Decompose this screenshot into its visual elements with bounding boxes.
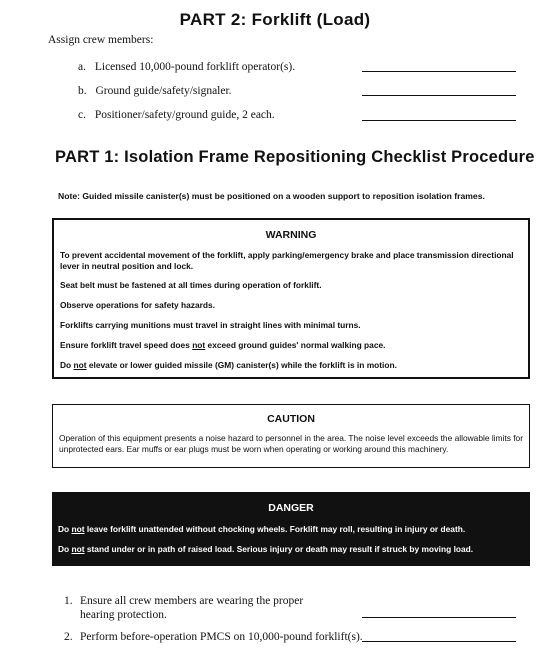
- item-letter: c.: [78, 109, 86, 121]
- caution-body: Operation of this equipment presents a noise hazard to personnel in the area. The noise level exceeds the allowable limits for unprotected ears. Ear muffs or ear plugs must be worn when operating or working around this machinery.: [59, 433, 523, 454]
- text-part: Do: [60, 360, 74, 370]
- text-part: Ensure forklift travel speed does: [60, 340, 193, 350]
- emphasis-not: not: [71, 524, 85, 534]
- caution-heading: CAUTION: [267, 413, 315, 425]
- warning-line-6: [60, 360, 522, 371]
- signature-line-step-1: [362, 617, 516, 618]
- danger-line-2: [58, 544, 524, 555]
- caution-box: [52, 404, 530, 468]
- warning-box: [52, 218, 530, 379]
- warning-line-4: Forklifts carrying munitions must travel in straight lines with minimal turns.: [60, 320, 361, 330]
- warning-line-1: To prevent accidental movement of the forklift, apply parking/emergency brake and place transmission directional lever in neutral position and lock.: [60, 250, 514, 271]
- signature-line-b: [362, 95, 516, 96]
- emphasis-not: not: [192, 340, 206, 350]
- text-part: Do: [58, 524, 72, 534]
- warning-line-3: Observe operations for safety hazards.: [60, 300, 215, 310]
- step-1-text: Ensure all crew members are wearing the proper hearing protection.: [80, 595, 304, 621]
- emphasis-not: not: [71, 544, 85, 554]
- danger-line-1: [58, 524, 524, 535]
- step-2-text: Perform before-operation PMCS on 10,000-pound forklift(s).: [80, 631, 363, 643]
- step-1-number: 1.: [64, 595, 73, 607]
- crew-item-a: [78, 61, 295, 73]
- text-part: leave forklift unattended without chocking wheels. Forklift may roll, resulting in injury or death.: [84, 524, 466, 534]
- danger-heading: DANGER: [268, 502, 314, 514]
- note-text: Note: Guided missile canister(s) must be positioned on a wooden support to reposition isolation frames.: [58, 191, 485, 201]
- step-2-number: 2.: [64, 631, 73, 643]
- part1-title: PART 1: Isolation Frame Repositioning Checklist Procedure: [55, 148, 535, 166]
- item-text: Positioner/safety/ground guide, 2 each.: [94, 109, 275, 121]
- warning-heading: WARNING: [265, 229, 317, 241]
- crew-item-c: [78, 109, 275, 121]
- warning-line-2: Seat belt must be fastened at all times during operation of forklift.: [60, 280, 322, 290]
- item-letter: b.: [78, 85, 87, 97]
- crew-item-b: [78, 85, 232, 97]
- text-part: elevate or lower guided missile (GM) canister(s) while the forklift is in motion.: [86, 360, 397, 370]
- part2-title: PART 2: Forklift (Load): [179, 10, 371, 29]
- emphasis-not: not: [73, 360, 87, 370]
- signature-line-a: [362, 71, 516, 72]
- text-part: stand under or in path of raised load. Serious injury or death may result if struck by moving load.: [84, 544, 474, 554]
- warning-line-5: [60, 340, 522, 351]
- text-part: Do: [58, 544, 72, 554]
- signature-line-c: [362, 120, 516, 121]
- item-text: Licensed 10,000-pound forklift operator(s).: [94, 61, 296, 73]
- text-part: exceed ground guides' normal walking pace.: [205, 340, 386, 350]
- signature-line-step-2: [362, 641, 516, 642]
- danger-box: [52, 492, 530, 566]
- assign-crew-label: Assign crew members:: [48, 34, 154, 46]
- item-letter: a.: [78, 61, 86, 73]
- item-text: Ground guide/safety/signaler.: [95, 85, 232, 97]
